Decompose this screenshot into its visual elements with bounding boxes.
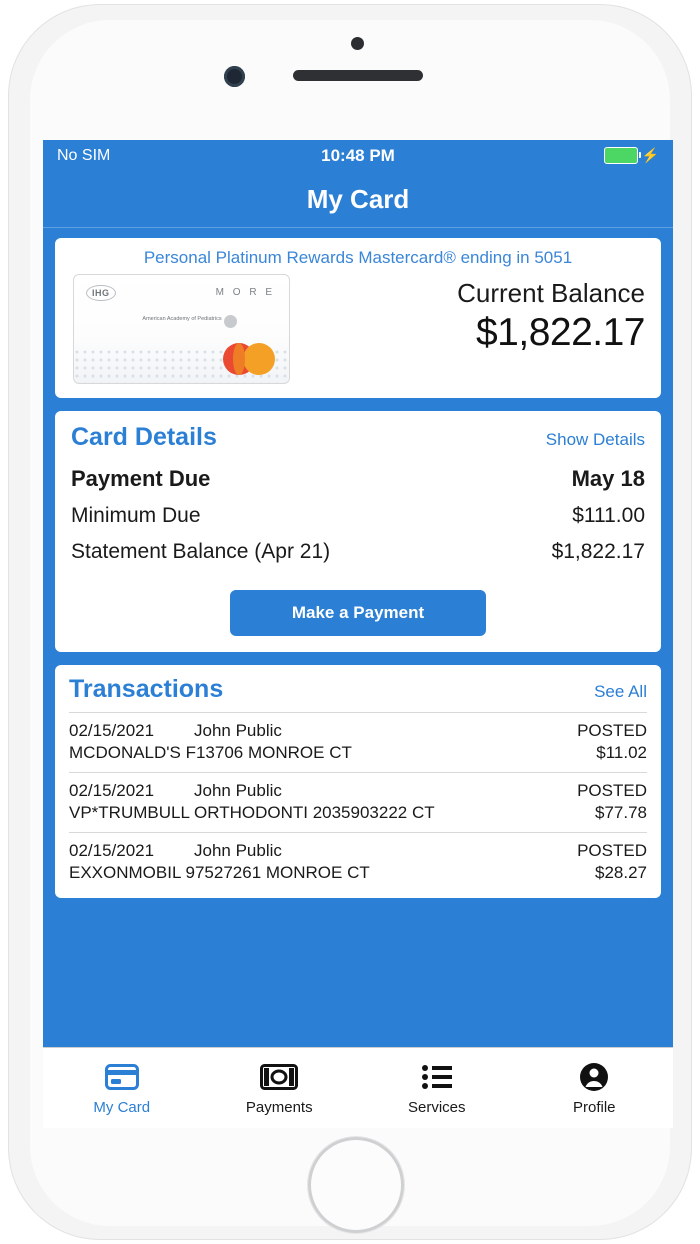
transaction-status: POSTED [577,781,647,800]
page-title: My Card [306,183,410,214]
tab-profile[interactable] [516,1048,674,1128]
transaction-date: 02/15/2021 [69,841,155,860]
transaction-status: POSTED [577,841,647,860]
transactions-header [69,675,647,712]
carrier-label: No SIM [57,146,111,164]
transaction-row[interactable] [69,772,647,832]
balance-block [290,274,649,355]
payment-due-value: May 18 [571,466,645,491]
proximity-sensor-icon [351,37,364,50]
current-balance-label: Current Balance [457,278,645,308]
front-camera-icon [224,66,245,87]
transaction-row[interactable] [69,832,647,892]
card-summary-panel [55,238,661,398]
status-bar [43,140,673,171]
transaction-row[interactable] [69,712,647,772]
phone-frame [8,4,692,1240]
statement-balance-label: Statement Balance (Apr 21) [71,540,331,563]
nav-bar [43,171,673,228]
transaction-cardholder: John Public [194,781,282,800]
transaction-cardholder: John Public [194,721,282,740]
mastercard-logo [223,343,275,375]
person-icon [579,1061,609,1093]
transaction-cardholder: John Public [194,841,282,860]
card-sub-text: American Academy of Pediatrics [142,316,222,322]
earpiece-speaker [293,70,423,81]
transaction-amount: $28.27 [595,863,647,882]
transaction-amount: $11.02 [596,743,647,762]
transaction-status: POSTED [577,721,647,740]
minimum-due-label: Minimum Due [71,504,201,527]
card-details-header [71,423,645,452]
card-seal-icon [224,315,237,328]
show-details-link[interactable]: Show Details [545,430,645,449]
mastercard-overlap [233,343,245,375]
transaction-date: 02/15/2021 [69,781,155,800]
transaction-amount: $77.78 [595,803,647,822]
lightning-bolt-icon: ⚡ [641,147,659,163]
card-details-panel [55,411,661,652]
tab-payments[interactable] [201,1048,359,1128]
tab-my-card[interactable] [43,1048,201,1128]
list-icon [421,1061,453,1093]
payment-due-row [71,466,645,492]
credit-card-icon [105,1061,139,1093]
tab-label-my-card: My Card [93,1098,151,1116]
tab-label-services: Services [407,1098,466,1116]
card-details-title: Card Details [71,423,217,451]
make-payment-wrap [71,590,645,636]
make-a-payment-button[interactable]: Make a Payment [230,590,486,636]
see-all-link[interactable]: See All [594,682,647,701]
card-brand-word: M O R E [215,287,275,298]
transaction-description: VP*TRUMBULL ORTHODONTI 2035903222 CT [69,803,435,822]
statement-balance-value: $1,822.17 [551,540,645,563]
transaction-date: 02/15/2021 [69,721,155,740]
bottom-tab-bar [43,1047,673,1128]
statement-balance-row [71,540,645,564]
credit-card-image [73,274,290,384]
tab-label-profile: Profile [572,1098,616,1116]
current-balance-amount: $1,822.17 [475,311,645,354]
ihg-logo: IHG [86,285,116,301]
transactions-panel [55,665,661,898]
tab-services[interactable] [358,1048,516,1128]
mastercard-yellow-circle [243,343,275,375]
phone-screen [43,140,673,1128]
transaction-description: MCDONALD'S F13706 MONROE CT [69,743,352,762]
card-name-label: Personal Platinum Rewards Mastercard® ending in 5051 [143,248,573,267]
minimum-due-row [71,504,645,528]
battery-icon [604,147,638,164]
cash-icon [260,1061,298,1093]
payment-due-label: Payment Due [71,466,211,491]
status-time: 10:48 PM [321,145,395,165]
tab-label-payments: Payments [245,1098,313,1116]
minimum-due-value: $111.00 [572,504,645,527]
transaction-description: EXXONMOBIL 97527261 MONROE CT [69,863,370,882]
transactions-title: Transactions [69,675,224,703]
home-button[interactable] [308,1137,404,1233]
screen-content [43,228,673,1060]
